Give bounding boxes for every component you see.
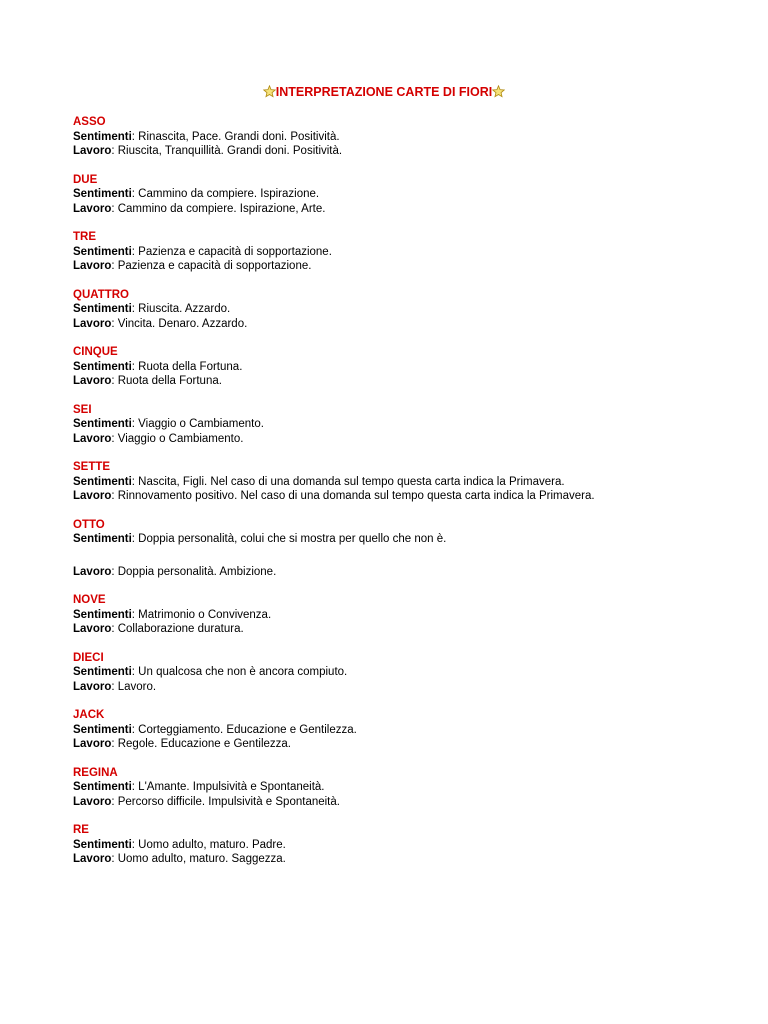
sentimenti-line xyxy=(73,780,733,795)
sentimenti-line xyxy=(73,532,733,547)
card-entry-tre xyxy=(73,230,733,274)
sentimenti-label: Sentimenti xyxy=(73,360,132,373)
card-name: CINQUE xyxy=(73,346,118,358)
lavoro-text: : Rinnovamento positivo. Nel caso di una domanda sul tempo questa carta indica la Primavera. xyxy=(111,490,595,502)
lavoro-line xyxy=(73,202,733,217)
lavoro-line xyxy=(73,374,733,389)
sentimenti-text: : Nascita, Figli. Nel caso di una domanda sul tempo questa carta indica la Primavera. xyxy=(131,475,565,488)
sentimenti-line xyxy=(73,608,733,623)
card-entry-asso xyxy=(73,115,733,159)
card-name: RE xyxy=(73,824,89,836)
sentimenti-text: : L'Amante. Impulsività e Spontaneità. xyxy=(131,781,325,793)
lavoro-line xyxy=(73,622,733,637)
card-entry-re xyxy=(73,823,733,867)
sentimenti-label: Sentimenti xyxy=(73,533,132,545)
sentimenti-line xyxy=(73,187,733,202)
sentimenti-line xyxy=(73,723,733,738)
lavoro-label: Lavoro xyxy=(73,680,112,693)
card-entry-sette xyxy=(73,460,733,504)
sentimenti-text: : Rinascita, Pace. Grandi doni. Positività. xyxy=(131,130,340,143)
lavoro-text: : Collaborazione duratura. xyxy=(111,623,244,635)
sentimenti-line xyxy=(73,245,733,260)
sentimenti-line xyxy=(73,417,733,432)
page-title-text: INTERPRETAZIONE CARTE DI FIORI xyxy=(275,85,493,99)
lavoro-text: : Ruota della Fortuna. xyxy=(111,375,222,387)
card-name: SETTE xyxy=(73,461,111,473)
sentimenti-line xyxy=(73,302,733,317)
sentimenti-text: : Viaggio o Cambiamento. xyxy=(131,418,264,430)
lavoro-line xyxy=(73,680,733,695)
sentimenti-line xyxy=(73,360,733,375)
card-entry-otto xyxy=(73,518,733,580)
lavoro-line xyxy=(73,795,733,810)
sentimenti-label: Sentimenti xyxy=(73,303,132,315)
lavoro-label: Lavoro xyxy=(73,432,112,445)
cards-list xyxy=(73,115,733,881)
lavoro-text: : Riuscita, Tranquillità. Grandi doni. Positività. xyxy=(111,145,343,157)
sentimenti-label: Sentimenti xyxy=(73,723,132,736)
lavoro-text: : Vincita. Denaro. Azzardo. xyxy=(111,317,248,330)
sentimenti-line xyxy=(73,475,733,490)
sentimenti-text: : Matrimonio o Convivenza. xyxy=(131,608,272,621)
lavoro-text: : Pazienza e capacità di sopportazione. xyxy=(111,260,312,272)
sentimenti-text: : Un qualcosa che non è ancora compiuto. xyxy=(131,666,348,678)
sentimenti-line xyxy=(73,665,733,680)
sentimenti-label: Sentimenti xyxy=(73,608,132,621)
lavoro-label: Lavoro xyxy=(73,490,112,502)
sentimenti-text: : Doppia personalità, colui che si mostra per quello che non è. xyxy=(131,533,447,545)
card-entry-dieci xyxy=(73,651,733,695)
sentimenti-text: : Corteggiamento. Educazione e Gentilezza. xyxy=(131,723,357,736)
lavoro-label: Lavoro xyxy=(73,795,112,808)
sentimenti-label: Sentimenti xyxy=(73,666,132,678)
sentimenti-text: : Cammino da compiere. Ispirazione. xyxy=(131,188,320,200)
card-entry-quattro xyxy=(73,288,733,332)
card-name: OTTO xyxy=(73,518,105,531)
lavoro-line xyxy=(73,317,733,332)
sentimenti-text: : Ruota della Fortuna. xyxy=(131,360,243,373)
sentimenti-label: Sentimenti xyxy=(73,130,132,143)
lavoro-text: : Cammino da compiere. Ispirazione, Arte. xyxy=(111,202,326,215)
card-name: QUATTRO xyxy=(73,288,130,301)
lavoro-line xyxy=(73,565,733,580)
sentimenti-text: : Uomo adulto, maturo. Padre. xyxy=(131,838,286,851)
card-name: REGINA xyxy=(73,766,118,779)
card-entry-due xyxy=(73,173,733,217)
sentimenti-text: : Pazienza e capacità di sopportazione. xyxy=(131,245,332,258)
sentimenti-label: Sentimenti xyxy=(73,838,132,851)
lavoro-text: : Regole. Educazione e Gentilezza. xyxy=(111,738,291,750)
sentimenti-line xyxy=(73,130,733,145)
lavoro-label: Lavoro xyxy=(73,565,112,578)
lavoro-line xyxy=(73,432,733,447)
lavoro-label: Lavoro xyxy=(73,623,112,635)
lavoro-text: : Doppia personalità. Ambizione. xyxy=(111,565,277,578)
lavoro-line xyxy=(73,852,733,867)
page-title xyxy=(0,84,768,100)
sentimenti-line xyxy=(73,838,733,853)
lavoro-label: Lavoro xyxy=(73,375,112,387)
lavoro-text: : Lavoro. xyxy=(111,680,157,693)
card-entry-cinque xyxy=(73,345,733,389)
lavoro-label: Lavoro xyxy=(73,738,112,750)
star-icon xyxy=(492,85,505,98)
card-name: TRE xyxy=(73,231,96,243)
lavoro-line xyxy=(73,489,733,504)
card-entry-regina xyxy=(73,766,733,810)
sentimenti-label: Sentimenti xyxy=(73,418,132,430)
lavoro-label: Lavoro xyxy=(73,853,112,865)
card-entry-jack xyxy=(73,708,733,752)
lavoro-text: : Percorso difficile. Impulsività e Spontaneità. xyxy=(111,795,340,808)
lavoro-line xyxy=(73,737,733,752)
card-entry-sei xyxy=(73,403,733,447)
lavoro-text: : Uomo adulto, maturo. Saggezza. xyxy=(111,853,286,865)
lavoro-label: Lavoro xyxy=(73,317,112,330)
star-icon xyxy=(263,85,276,98)
card-name: JACK xyxy=(73,709,105,721)
sentimenti-label: Sentimenti xyxy=(73,475,132,488)
lavoro-label: Lavoro xyxy=(73,145,112,157)
sentimenti-label: Sentimenti xyxy=(73,188,132,200)
paragraph-gap xyxy=(73,547,733,565)
sentimenti-text: : Riuscita. Azzardo. xyxy=(131,303,231,315)
lavoro-line xyxy=(73,259,733,274)
card-name: SEI xyxy=(73,403,92,416)
sentimenti-label: Sentimenti xyxy=(73,245,132,258)
lavoro-text: : Viaggio o Cambiamento. xyxy=(111,432,244,445)
card-name: ASSO xyxy=(73,116,106,128)
card-name: NOVE xyxy=(73,594,106,606)
lavoro-label: Lavoro xyxy=(73,202,112,215)
lavoro-line xyxy=(73,144,733,159)
card-name: DUE xyxy=(73,173,98,186)
card-name: DIECI xyxy=(73,651,104,664)
sentimenti-label: Sentimenti xyxy=(73,781,132,793)
card-entry-nove xyxy=(73,593,733,637)
lavoro-label: Lavoro xyxy=(73,260,112,272)
